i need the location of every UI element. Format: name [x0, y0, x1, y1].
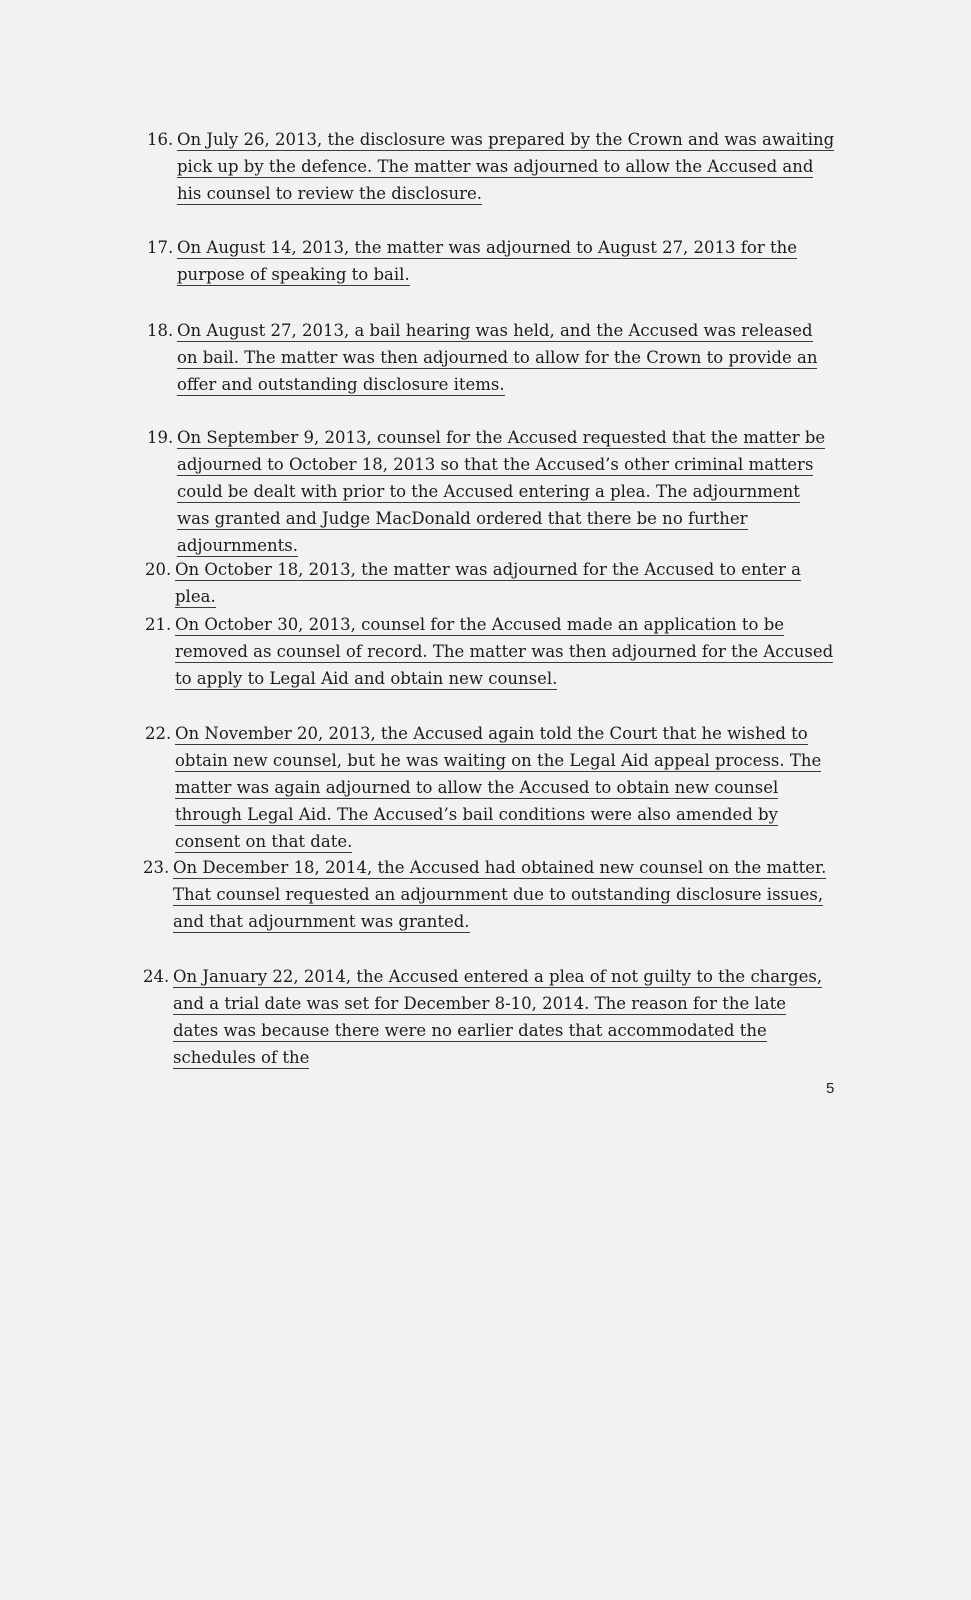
paragraph-21 [145, 611, 845, 692]
paragraph-22 [145, 720, 845, 855]
paragraph-number: 20. [145, 560, 172, 579]
paragraph-19 [147, 424, 847, 559]
page-number: 5 [826, 1080, 835, 1097]
paragraph-23 [143, 854, 843, 935]
paragraph-number: 16. [147, 130, 174, 149]
paragraph-number: 19. [147, 428, 174, 447]
paragraph-16 [147, 126, 847, 207]
paragraph-text: On October 30, 2013, counsel for the Accused made an application to be removed as counsel of record. The matter was then adjourned for the Accused to apply to Legal Aid and obtain new counsel. [175, 615, 834, 688]
paragraph-text: On September 9, 2013, counsel for the Accused requested that the matter be adjourned to October 18, 2013 so that the Accused’s other criminal matters could be dealt with prior to the Accused entering a plea. The adjournment was granted and Judge MacDonald ordered that there be no further adjournments. [177, 428, 826, 555]
paragraph-text: On October 18, 2013, the matter was adjourned for the Accused to enter a plea. [175, 560, 801, 606]
paragraph-text: On July 26, 2013, the disclosure was prepared by the Crown and was awaiting pick up by the defence. The matter was adjourned to allow the Accused and his counsel to review the disclosure. [177, 130, 835, 203]
paragraph-text: On August 27, 2013, a bail hearing was held, and the Accused was released on bail. The matter was then adjourned to allow for the Crown to provide an offer and outstanding disclosure items. [177, 321, 818, 394]
paragraph-text: On January 22, 2014, the Accused entered a plea of not guilty to the charges, and a trial date was set for December 8-10, 2014. The reason for the late dates was because there were no earlier dates that accommodated the schedules of the [173, 967, 823, 1067]
paragraph-text: On November 20, 2013, the Accused again told the Court that he wished to obtain new counsel, but he was waiting on the Legal Aid appeal process. The matter was again adjourned to allow the Accused to obtain new counsel through Legal Aid. The Accused’s bail conditions were also amended by consent on that date. [175, 724, 822, 851]
paragraph-number: 18. [147, 321, 174, 340]
paragraph-17 [147, 234, 847, 288]
paragraph-18 [147, 317, 847, 398]
paragraph-number: 23. [143, 858, 170, 877]
paragraph-number: 21. [145, 615, 172, 634]
paragraph-20 [145, 556, 845, 610]
paragraph-number: 24. [143, 967, 170, 986]
paragraph-text: On August 14, 2013, the matter was adjourned to August 27, 2013 for the purpose of speaking to bail. [177, 238, 797, 284]
paragraph-number: 22. [145, 724, 172, 743]
paragraph-24 [143, 963, 843, 1071]
paragraph-text: On December 18, 2014, the Accused had obtained new counsel on the matter. That counsel requested an adjournment due to outstanding disclosure issues, and that adjournment was granted. [173, 858, 827, 931]
paragraph-number: 17. [147, 238, 174, 257]
